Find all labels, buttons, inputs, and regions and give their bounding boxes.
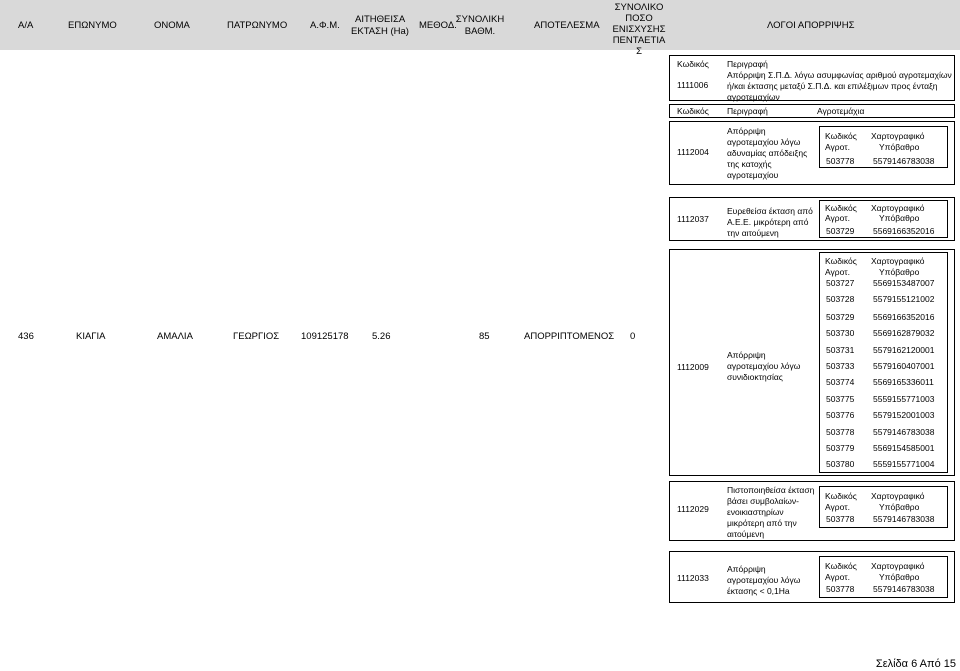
applicant-vathmologia: 85 xyxy=(479,331,490,342)
parcel-code: 503780 xyxy=(826,459,855,469)
parcel-map-code: 5579146783038 xyxy=(873,156,935,166)
parcel-map-label: Χαρτογραφικό xyxy=(871,561,925,571)
parcel-code: 503779 xyxy=(826,443,855,453)
parcel-code: 503733 xyxy=(826,361,855,371)
parcel-code: 503778 xyxy=(826,514,855,524)
applicant-ektasi: 5.26 xyxy=(372,331,391,342)
reason-desc-line: συνιδιοκτησίας xyxy=(727,372,783,382)
header-synoliko-1: ΣΥΝΟΛΙΚΟ xyxy=(614,2,664,13)
general-reason-desc-1: Απόρριψη Σ.Π.Δ. λόγω ασυμφωνίας αριθμού αγροτεμαχίων xyxy=(727,70,952,80)
parcel-code: 503728 xyxy=(826,294,855,304)
parcel-map-label: Χαρτογραφικό xyxy=(871,131,925,141)
parcel-reasons-parcels-label: Αγροτεμάχια xyxy=(817,106,865,116)
applicant-poso: 0 xyxy=(630,331,636,342)
parcel-code-label: Αγροτ. xyxy=(825,267,850,277)
applicant-apotelesma: ΑΠΟΡΡΙΠΤΟΜΕΝΟΣ xyxy=(524,331,615,342)
reason-code: 1112004 xyxy=(677,147,709,157)
parcel-map-code: 5569162879032 xyxy=(873,328,935,338)
general-reason-desc-3: αγροτεμαχίων xyxy=(727,92,780,102)
applicant-onoma: ΑΜΑΛΙΑ xyxy=(157,331,193,342)
parcel-map-code: 5579146783038 xyxy=(873,584,935,594)
general-reason-code: 1111006 xyxy=(677,80,709,90)
reason-desc-line: αδυναμίας απόδειξης xyxy=(727,148,808,158)
parcel-code-label: Κωδικός xyxy=(825,561,857,571)
reason-code: 1112033 xyxy=(677,573,709,583)
header-afm: Α.Φ.Μ. xyxy=(310,20,340,31)
parcel-map-code: 5579146783038 xyxy=(873,514,935,524)
parcel-code-label: Αγροτ. xyxy=(825,572,850,582)
reason-desc-line: ενοικιαστηρίων xyxy=(727,507,784,517)
parcel-code-label: Κωδικός xyxy=(825,131,857,141)
parcel-map-code: 5569153487007 xyxy=(873,278,935,288)
header-eponymo: ΕΠΩΝΥΜΟ xyxy=(68,20,117,31)
parcel-code: 503778 xyxy=(826,584,855,594)
parcel-map-code: 5569165336011 xyxy=(873,377,934,387)
reason-desc-line: Απόρριψη xyxy=(727,350,766,360)
header-synoliko-5: Σ xyxy=(636,46,642,57)
parcel-map-code: 5579152001003 xyxy=(873,410,935,420)
header-aitheisa-2: ΕΚΤΑΣΗ (Ha) xyxy=(351,26,409,37)
general-reason-desc-label: Περιγραφή xyxy=(727,59,768,69)
applicant-patronymo: ΓΕΩΡΓΙΟΣ xyxy=(233,331,280,342)
parcel-map-code: 5569154585001 xyxy=(873,443,935,453)
parcel-code-label: Κωδικός xyxy=(825,491,857,501)
parcel-code-label: Κωδικός xyxy=(825,256,857,266)
general-reason-code-label: Κωδικός xyxy=(677,59,709,69)
parcel-map-code: 5579162120001 xyxy=(873,345,935,355)
applicant-eponymo: ΚΙΑΓΙΑ xyxy=(76,331,106,342)
parcel-map-label: Υπόβαθρο xyxy=(879,142,920,152)
reason-code: 1112029 xyxy=(677,504,709,514)
reason-desc-line: μικρότερη από την xyxy=(727,518,797,528)
parcel-map-label: Χαρτογραφικό xyxy=(871,491,925,501)
parcel-code: 503729 xyxy=(826,226,855,236)
parcel-code-label: Αγροτ. xyxy=(825,142,850,152)
reason-desc-line: της κατοχής xyxy=(727,159,772,169)
header-aitheisa-1: ΑΙΤΗΘΕΙΣΑ xyxy=(355,14,406,25)
reason-desc-line: Ευρεθείσα έκταση από xyxy=(727,206,813,216)
header-synoliko-3: ΕΝΙΣΧΥΣΗΣ xyxy=(612,24,666,35)
parcel-code: 503776 xyxy=(826,410,855,420)
parcel-code-label: Αγροτ. xyxy=(825,502,850,512)
parcel-code: 503778 xyxy=(826,427,855,437)
header-synoliko-4: ΠΕΝΤΑΕΤΙΑ xyxy=(612,35,666,46)
header-methodos: ΜΕΘΟΔ. xyxy=(419,20,457,31)
parcel-code-label: Αγροτ. xyxy=(825,213,850,223)
parcel-reasons-code-label: Κωδικός xyxy=(677,106,709,116)
applicant-aa: 436 xyxy=(18,331,34,342)
parcel-code: 503775 xyxy=(826,394,855,404)
header-synoliko-2: ΠΟΣΟ xyxy=(625,13,653,24)
parcel-map-label: Χαρτογραφικό xyxy=(871,256,925,266)
parcel-code-label: Κωδικός xyxy=(825,203,857,213)
parcel-code: 503729 xyxy=(826,312,855,322)
header-synoliki-2: ΒΑΘΜ. xyxy=(464,26,496,37)
header-logoi: ΛΟΓΟΙ ΑΠΟΡΡΙΨΗΣ xyxy=(767,20,855,31)
header-patronymo: ΠΑΤΡΩΝΥΜΟ xyxy=(227,20,288,31)
reason-desc-line: βάσει συμβολαίων- xyxy=(727,496,799,506)
reason-desc-line: έκτασης < 0,1Ha xyxy=(727,586,790,596)
reason-desc-line: Απόρριψη xyxy=(727,564,766,574)
parcel-map-code: 5559155771003 xyxy=(873,394,935,404)
header-apotelesma: ΑΠΟΤΕΛΕΣΜΑ xyxy=(534,20,600,31)
reason-desc-line: Α.Ε.Ε. μικρότερη από xyxy=(727,217,809,227)
reason-desc-line: αγροτεμαχίου xyxy=(727,170,779,180)
reason-desc-line: αγροτεμαχίου λόγω xyxy=(727,361,801,371)
parcel-map-code: 5579155121002 xyxy=(873,294,935,304)
parcel-map-label: Υπόβαθρο xyxy=(879,502,920,512)
reason-code: 1112037 xyxy=(677,214,709,224)
reason-desc-line: αγροτεμαχίου λόγω xyxy=(727,575,801,585)
header-synoliki-1: ΣΥΝΟΛΙΚΗ xyxy=(455,14,505,25)
reason-desc-line: την αιτούμενη xyxy=(727,228,779,238)
page-number: Σελίδα 6 Από 15 xyxy=(875,658,956,670)
parcel-code: 503730 xyxy=(826,328,855,338)
parcel-code: 503778 xyxy=(826,156,855,166)
parcel-map-label: Υπόβαθρο xyxy=(879,267,920,277)
general-reason-desc-2: ή/και έκτασης μεταξύ Σ.Π.Δ. και επιλέξιμων προς ένταξη xyxy=(727,81,938,91)
parcel-code: 503727 xyxy=(826,278,855,288)
parcel-map-code: 5579160407001 xyxy=(873,361,935,371)
header-aa: Α/Α xyxy=(18,20,34,31)
header-onoma: ΟΝΟΜΑ xyxy=(154,20,190,31)
reason-desc-line: Πιστοποιηθείσα έκταση xyxy=(727,485,815,495)
parcel-reasons-header xyxy=(669,104,955,118)
reason-desc-line: αιτούμενη xyxy=(727,529,765,539)
parcel-map-label: Υπόβαθρο xyxy=(879,213,920,223)
parcel-map-code: 5569166352016 xyxy=(873,226,935,236)
applicant-afm: 109125178 xyxy=(301,331,349,342)
reason-code: 1112009 xyxy=(677,362,709,372)
parcel-map-label: Χαρτογραφικό xyxy=(871,203,925,213)
parcel-code: 503731 xyxy=(826,345,855,355)
parcel-map-code: 5579146783038 xyxy=(873,427,935,437)
parcel-map-label: Υπόβαθρο xyxy=(879,572,920,582)
parcel-reasons-desc-label: Περιγραφή xyxy=(727,106,768,116)
parcel-map-code: 5569166352016 xyxy=(873,312,935,322)
reason-desc-line: Απόρριψη xyxy=(727,126,766,136)
parcel-code: 503774 xyxy=(826,377,855,387)
parcel-map-code: 5559155771004 xyxy=(873,459,935,469)
reason-desc-line: αγροτεμαχίου λόγω xyxy=(727,137,801,147)
